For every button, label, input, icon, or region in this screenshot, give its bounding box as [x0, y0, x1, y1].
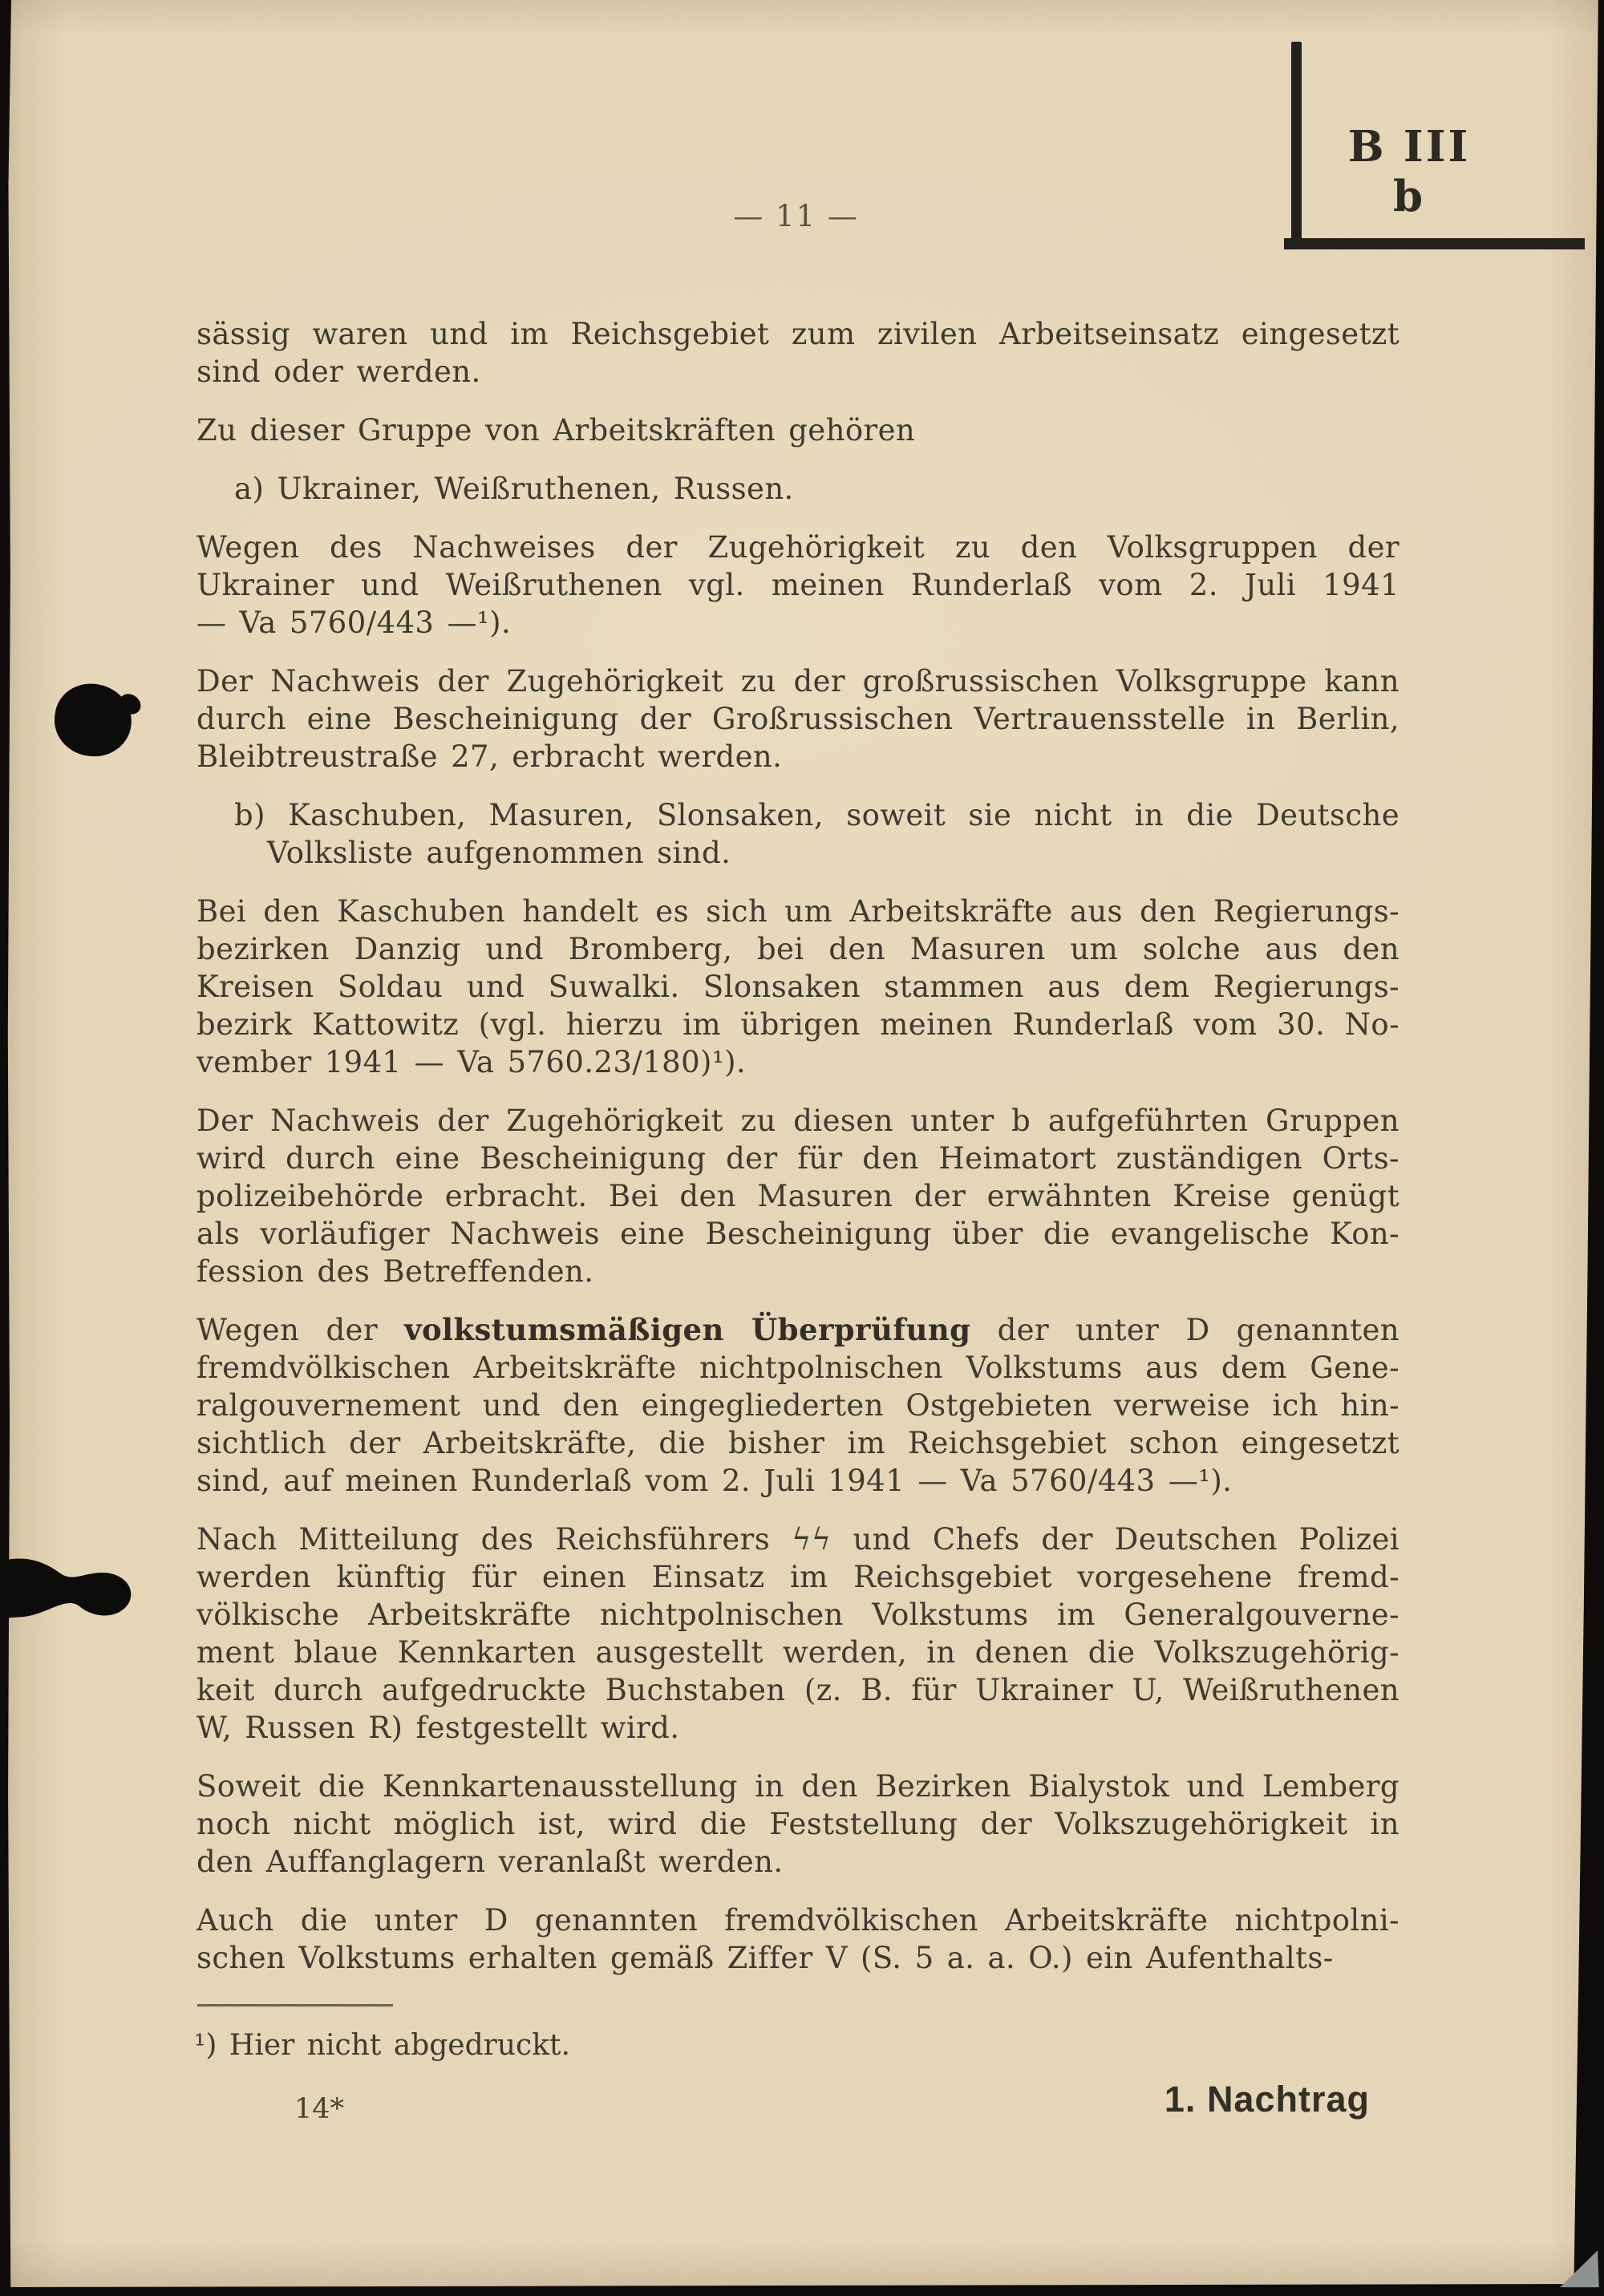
- text-line: Bleibtreustraße 27, erbracht werden.: [196, 739, 783, 774]
- text-line: durch eine Bescheinigung der Großrussischen Vertrauensstelle in Berlin,: [196, 702, 1399, 736]
- paragraph: [196, 1521, 1399, 1747]
- corner-box-bottom-rule: [1284, 238, 1585, 249]
- text-line: Bei den Kaschuben handelt es sich um Arbeitskräfte aus den Regierungs-: [196, 894, 1399, 929]
- footnote-separator-rule: [197, 2004, 393, 2006]
- paragraph: [196, 411, 1399, 449]
- text-line: wird durch eine Bescheinigung der für den Heimatort zuständigen Orts-: [196, 1141, 1399, 1176]
- paragraph: [196, 1901, 1399, 1977]
- text-line: fremdvölkischen Arbeitskräfte nichtpolnischen Volkstums aus dem Gene-: [196, 1350, 1399, 1385]
- catchword: 1. Nachtrag: [1164, 2079, 1370, 2120]
- text-line: b) Kaschuben, Masuren, Slonsaken, soweit sie nicht in die Deutsche: [234, 798, 1399, 832]
- corner-box-left-rule: [1291, 42, 1302, 242]
- text-line: Der Nachweis der Zugehörigkeit zu diesen unter b aufgeführten Gruppen: [196, 1103, 1399, 1138]
- text-line: Nach Mitteilung des Reichsführers ϟϟ und Chefs der Deutschen Polizei: [196, 1522, 1399, 1557]
- text-line: sichtlich der Arbeitskräfte, die bisher im Reichsgebiet schon eingesetzt: [196, 1426, 1399, 1460]
- text-line: Auch die unter D genannten fremdvölkischen Arbeitskräfte nichtpolni-: [196, 1903, 1399, 1938]
- signature-mark: 14*: [294, 2093, 345, 2125]
- text-line: werden künftig für einen Einsatz im Reichsgebiet vorgesehene fremd-: [196, 1560, 1399, 1594]
- paragraph: [196, 662, 1399, 775]
- text-line: ralgouvernement und den eingegliederten Ostgebieten verweise ich hin-: [196, 1388, 1399, 1423]
- text-line: Ukrainer und Weißruthenen vgl. meinen Runderlaß vom 2. Juli 1941: [196, 568, 1399, 602]
- text-line: a) Ukrainer, Weißruthenen, Russen.: [234, 472, 794, 506]
- text-line: sind, auf meinen Runderlaß vom 2. Juli 1941 — Va 5760/443 —¹).: [196, 1464, 1233, 1498]
- text-line: Volksliste aufgenommen sind.: [267, 836, 731, 870]
- text-line: Wegen der volkstumsmäßigen Überprüfung der unter D genannten: [196, 1312, 1399, 1347]
- paragraph: [196, 470, 1399, 508]
- page-number: — 11 —: [733, 199, 859, 233]
- footnote: ¹) Hier nicht abgedruckt.: [194, 2029, 570, 2062]
- text-line: sind oder werden.: [196, 354, 481, 389]
- text-line: den Auffanglagern veranlaßt werden.: [196, 1844, 784, 1879]
- paragraph: [196, 1768, 1399, 1881]
- text-line: ment blaue Kennkarten ausgestellt werden, in denen die Volkszugehörig-: [196, 1635, 1399, 1670]
- paragraph: [196, 1102, 1399, 1290]
- text-line: bezirken Danzig und Bromberg, bei den Masuren um solche aus den: [196, 932, 1399, 966]
- corner-label: B III b: [1347, 122, 1471, 221]
- text-line: noch nicht möglich ist, wird die Feststellung der Volkszugehörigkeit in: [196, 1807, 1399, 1841]
- text-line: bezirk Kattowitz (vgl. hierzu im übrigen meinen Runderlaß vom 30. No-: [196, 1007, 1399, 1042]
- text-line: schen Volkstums erhalten gemäß Ziffer V (S. 5 a. a. O.) ein Aufenthalts-: [196, 1941, 1334, 1975]
- paragraph: [196, 1311, 1399, 1500]
- text-line: keit durch aufgedruckte Buchstaben (z. B. für Ukrainer U, Weißruthenen: [196, 1673, 1399, 1707]
- paragraph: [196, 893, 1399, 1081]
- text-line: Zu dieser Gruppe von Arbeitskräften gehören: [196, 413, 916, 447]
- text-line: Wegen des Nachweises der Zugehörigkeit zu den Volksgruppen der: [196, 530, 1399, 565]
- text-line: sässig waren und im Reichsgebiet zum zivilen Arbeitseinsatz eingesetzt: [196, 317, 1399, 351]
- text-line: Kreisen Soldau und Suwalki. Slonsaken stammen aus dem Regierungs-: [196, 970, 1399, 1004]
- text-line: vember 1941 — Va 5760.23/180)¹).: [196, 1045, 747, 1079]
- hole-punch-middle: [0, 1552, 144, 1632]
- text-line: völkische Arbeitskräfte nichtpolnischen Volkstums im Generalgouverne-: [196, 1597, 1399, 1632]
- text-line: W, Russen R) festgestellt wird.: [196, 1711, 680, 1745]
- body-text-block: [196, 315, 1399, 1977]
- text-line: — Va 5760/443 —¹).: [196, 605, 512, 640]
- text-line: fession des Betreffenden.: [196, 1254, 594, 1289]
- text-line: als vorläufiger Nachweis eine Bescheinigung über die evangelische Kon-: [196, 1217, 1399, 1251]
- paragraph: [196, 315, 1399, 391]
- paragraph: [196, 796, 1399, 872]
- text-line: Der Nachweis der Zugehörigkeit zu der großrussischen Volksgruppe kann: [196, 664, 1399, 699]
- text-line: Soweit die Kennkartenausstellung in den Bezirken Bialystok und Lemberg: [196, 1769, 1399, 1804]
- text-line: polizeibehörde erbracht. Bei den Masuren der erwähnten Kreise genügt: [196, 1179, 1399, 1213]
- paragraph: [196, 528, 1399, 642]
